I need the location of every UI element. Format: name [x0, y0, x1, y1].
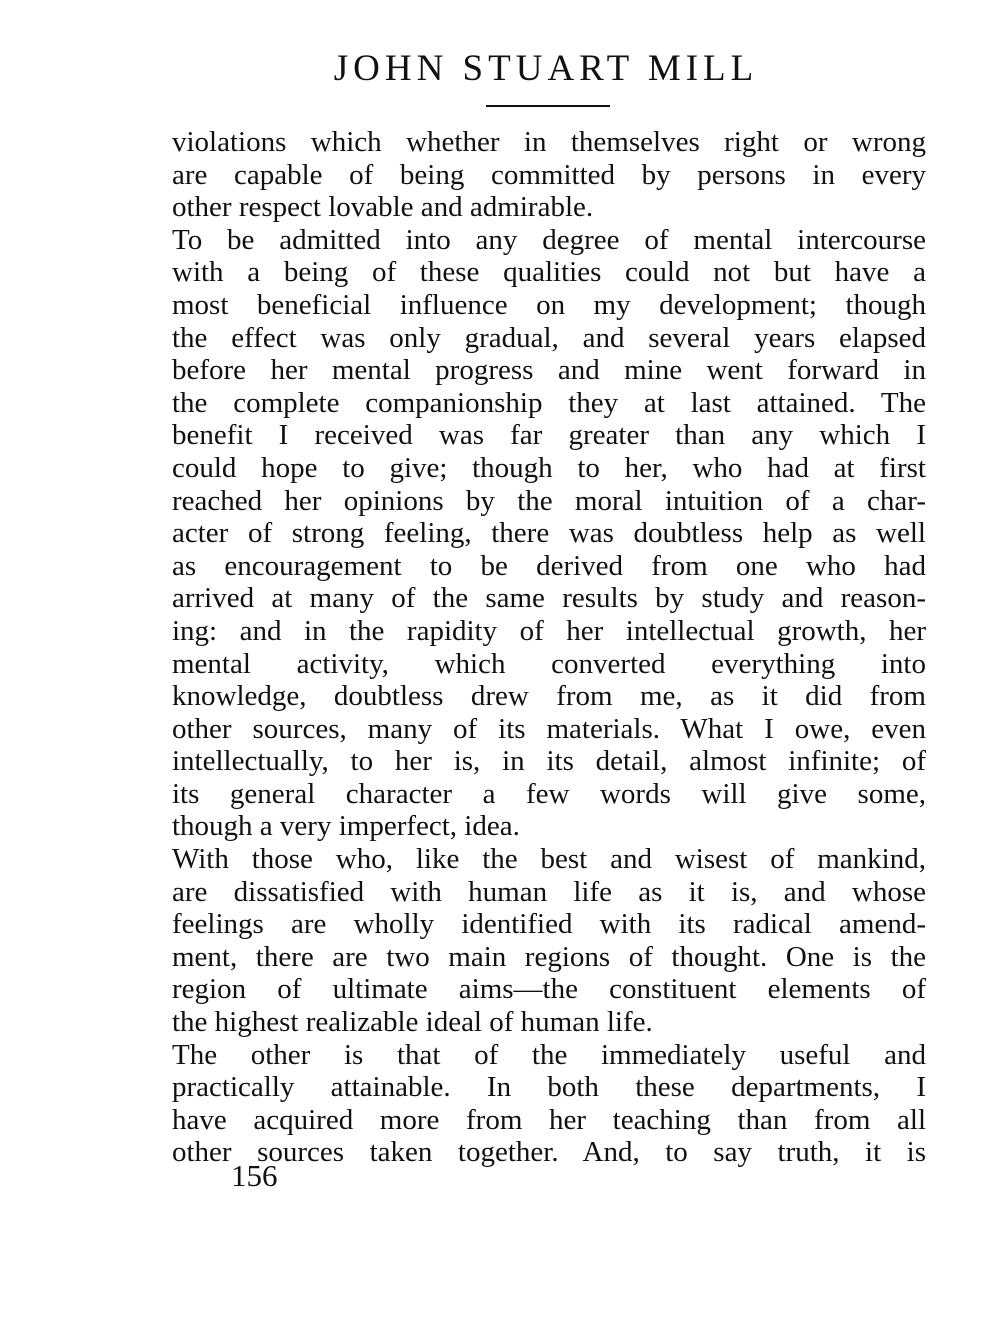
- text-line: intellectually, to her is, in its detail, almost infinite; of: [172, 745, 926, 778]
- text-line: To be admitted into any degree of mental intercourse: [172, 223, 926, 256]
- text-line: violations which whether in themselves right or wrong: [172, 126, 926, 158]
- text-line: acter of strong feeling, there was doubtless help as well: [172, 517, 926, 550]
- paragraph: [172, 1039, 926, 1169]
- text-line: arrived at many of the same results by study and reason-: [172, 582, 926, 615]
- text-line: ment, there are two main regions of thought. One is the: [172, 940, 926, 973]
- text-line: region of ultimate aims—the constituent elements of: [172, 973, 926, 1006]
- text-line: the complete companionship they at last attained. The: [172, 386, 926, 419]
- body-text: [172, 126, 926, 1169]
- text-line: benefit I received was far greater than any which I: [172, 419, 926, 452]
- text-line: before her mental progress and mine went forward in: [172, 354, 926, 387]
- text-line: with a being of these qualities could not but have a: [172, 256, 926, 289]
- text-line: feelings are wholly identified with its radical amend-: [172, 908, 926, 941]
- text-line: With those who, like the best and wisest of mankind,: [172, 843, 926, 876]
- text-line: are dissatisfied with human life as it is, and whose: [172, 875, 926, 908]
- text-line: mental activity, which converted everything into: [172, 647, 926, 680]
- text-line: are capable of being committed by persons in every: [172, 158, 926, 191]
- text-line: practically attainable. In both these departments, I: [172, 1071, 926, 1104]
- text-line: the effect was only gradual, and several years elapsed: [172, 321, 926, 354]
- paragraph: [172, 224, 926, 843]
- paragraph: [172, 843, 926, 1039]
- header-rule: [486, 105, 610, 107]
- text-line: could hope to give; though to her, who had at first: [172, 451, 926, 484]
- paragraph: [172, 126, 926, 224]
- page-number: 156: [231, 1158, 278, 1193]
- text-line: other sources taken together. And, to say truth, it is: [172, 1136, 926, 1169]
- text-line: other respect lovable and admirable.: [172, 191, 594, 224]
- running-head: JOHN STUART MILL: [333, 48, 759, 89]
- text-line: most beneficial influence on my development; though: [172, 288, 926, 321]
- text-line: other sources, many of its materials. What I owe, even: [172, 712, 926, 745]
- text-line: have acquired more from her teaching than from all: [172, 1103, 926, 1136]
- text-line: though a very imperfect, idea.: [172, 810, 520, 843]
- text-line: as encouragement to be derived from one who had: [172, 549, 926, 582]
- text-line: reached her opinions by the moral intuition of a char-: [172, 484, 926, 517]
- text-line: The other is that of the immediately useful and: [172, 1038, 926, 1071]
- text-line: knowledge, doubtless drew from me, as it did from: [172, 680, 926, 713]
- text-line: ing: and in the rapidity of her intellectual growth, her: [172, 614, 926, 647]
- text-line: its general character a few words will give some,: [172, 777, 926, 810]
- text-line: the highest realizable ideal of human life.: [172, 1006, 653, 1039]
